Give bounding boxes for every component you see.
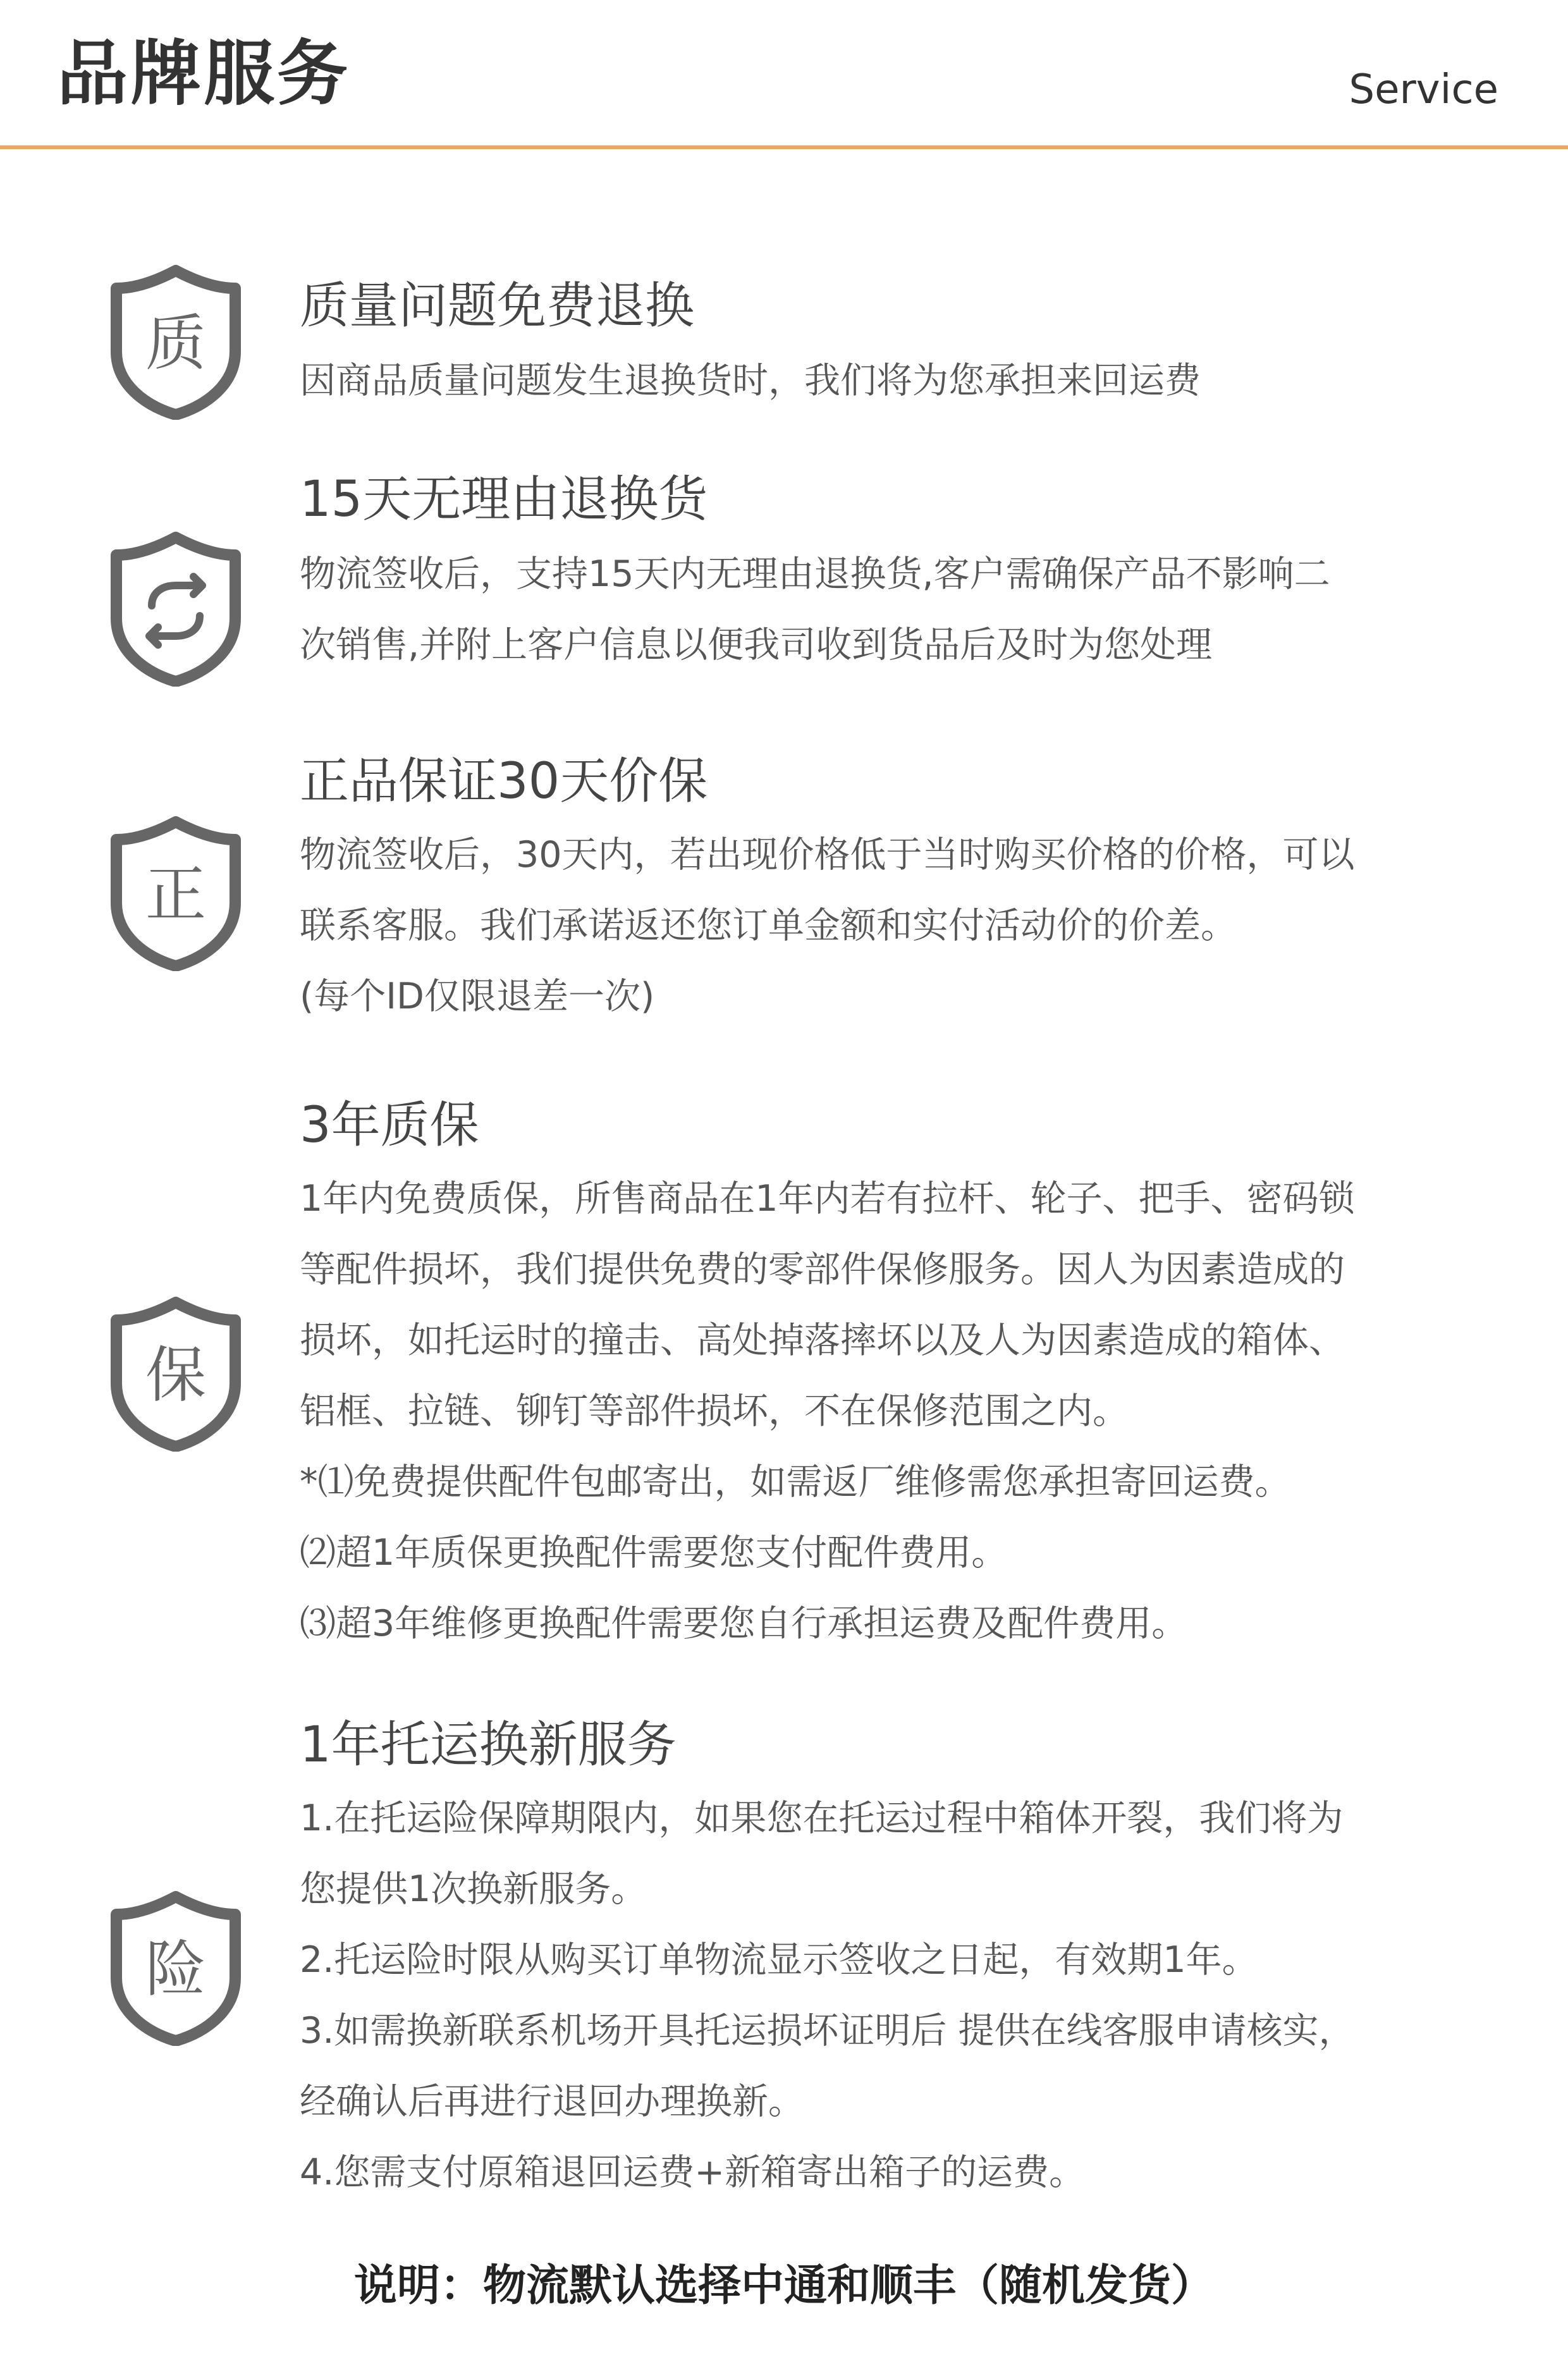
description-line: 经确认后再进行退回办理换新。 (300, 2081, 804, 2122)
description-line: 联系客服。我们承诺返还您订单金额和实付活动价的价差。 (300, 905, 1237, 946)
service-title: 3年质保 (300, 1097, 479, 1154)
description-line: 3.如需换新联系机场开具托运损坏证明后 提供在线客服申请核实， (300, 2010, 1355, 2052)
description-line: 次销售,并附上客户信息以便我司收到货品后及时为您处理 (300, 624, 1213, 666)
shield-genuine-icon (107, 816, 244, 971)
description-line: 4.您需支付原箱退回运费+新箱寄出箱子的运费。 (300, 2152, 1086, 2193)
page-title: 品牌服务 (57, 33, 350, 115)
shield-warranty-icon (107, 1296, 244, 1452)
description-line: 损坏，如托运时的撞击、高处掉落摔坏以及人为因素造成的箱体、 (300, 1319, 1345, 1361)
service-description (300, 1163, 1482, 1659)
description-line: 等配件损坏，我们提供免费的零部件保修服务。因人为因素造成的 (300, 1249, 1345, 1290)
svg-text:保: 保 (145, 1340, 206, 1411)
shield-insurance-icon (107, 1890, 244, 2046)
svg-text:质: 质 (145, 308, 206, 379)
svg-text:险: 险 (145, 1934, 206, 2005)
description-line: 2.托运险时限从购买订单物流显示签收之日起，有效期1年。 (300, 1939, 1258, 1981)
service-description (300, 819, 1482, 1032)
description-line: 铝框、拉链、铆钉等部件损坏，不在保修范围之内。 (300, 1390, 1129, 1432)
description-line: 1年内免费质保，所售商品在1年内若有拉杆、轮子、把手、密码锁 (300, 1178, 1355, 1220)
service-description (300, 539, 1482, 680)
service-title: 正品保证30天价保 (300, 753, 708, 810)
page-subtitle: Service (1349, 66, 1498, 113)
description-line: 因商品质量问题发生退换货时，我们将为您承担来回运费 (300, 360, 1201, 401)
page-header (0, 0, 1568, 149)
shield-quality-icon (107, 264, 244, 420)
description-line: (每个ID仅限退差一次) (300, 976, 655, 1017)
description-line: *⑴免费提供配件包邮寄出，如需返厂维修需您承担寄回运费。 (300, 1461, 1291, 1503)
service-title: 15天无理由退换货 (300, 471, 708, 528)
description-line: 物流签收后，30天内，若出现价格低于当时购买价格的价格，可以 (300, 834, 1355, 876)
description-line: ⑵超1年质保更换配件需要您支付配件费用。 (300, 1532, 1008, 1574)
shipping-note: 说明：物流默认选择中通和顺丰（随机发货） (353, 2261, 1214, 2311)
service-description (300, 345, 1482, 416)
description-line: ⑶超3年维修更换配件需要您自行承担运费及配件费用。 (300, 1603, 1188, 1644)
service-title: 1年托运换新服务 (300, 1717, 677, 1773)
service-description (300, 1783, 1482, 2208)
svg-text:正: 正 (145, 859, 206, 930)
description-line: 1.在托运险保障期限内，如果您在托运过程中箱体开裂，我们将为 (300, 1797, 1344, 1839)
description-line: 您提供1次换新服务。 (300, 1868, 647, 1910)
service-title: 质量问题免费退换 (300, 278, 695, 334)
description-line: 物流签收后，支持15天内无理由退换货,客户需确保产品不影响二 (300, 553, 1330, 595)
shield-exchange-icon (107, 531, 244, 687)
